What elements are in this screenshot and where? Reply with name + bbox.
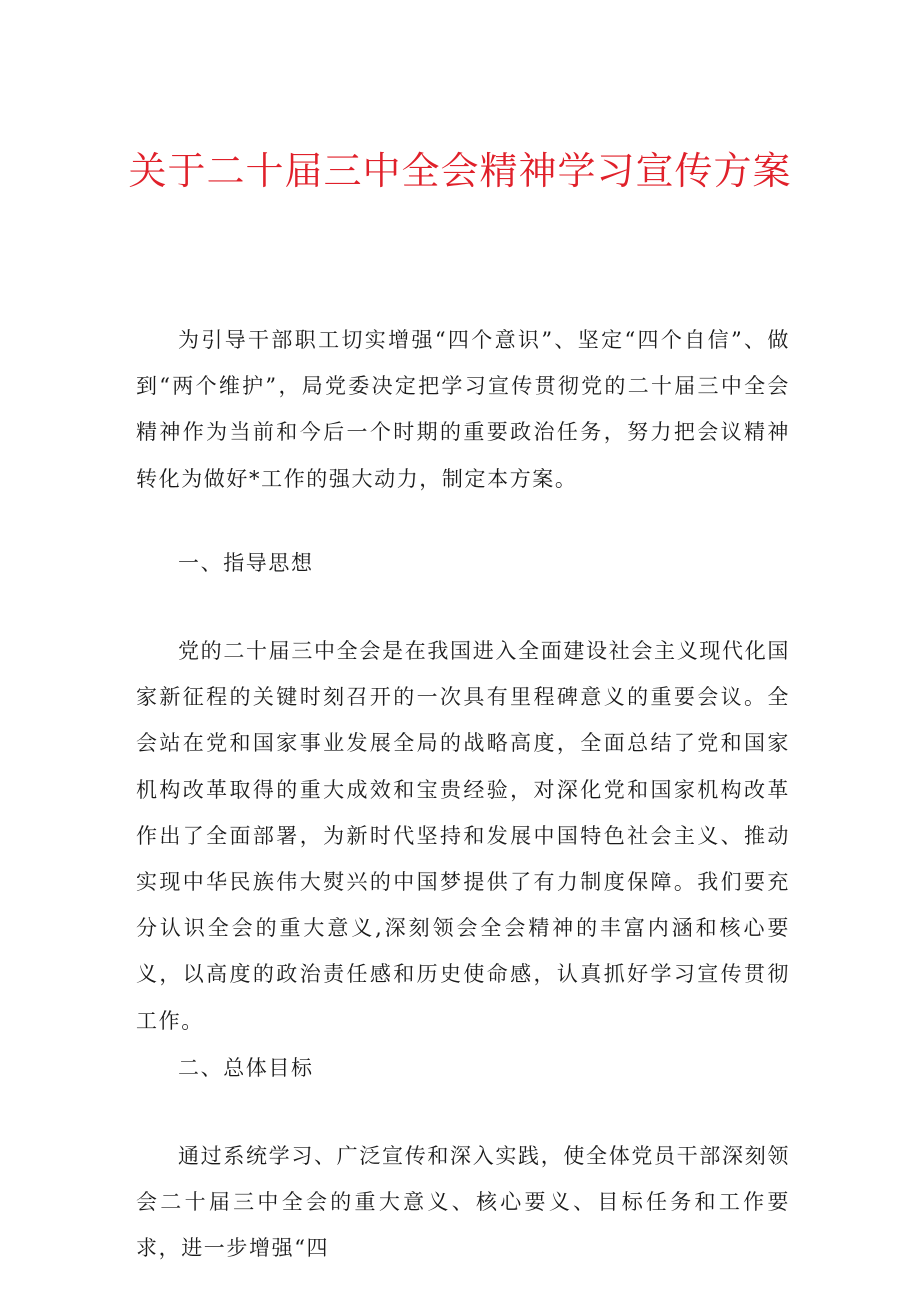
section-heading-guiding-ideology: 一、指导思想 [178, 551, 314, 575]
intro-paragraph: 为引导干部职工切实增强“四个意识”、坚定“四个自信”、做到“两个维护”，局党委决定把学习宣传贯彻党的二十届三中全会精神作为当前和今后一个时期的重要政治任务，努力把会议精神转化为做好*工作的强大动力，制定本方案。 [136, 328, 790, 491]
section-heading-overall-goal: 二、总体目标 [178, 1056, 314, 1080]
document-title: 关于二十届三中全会精神学习宣传方案 [128, 149, 792, 193]
section-body-overall-goal: 通过系统学习、广泛宣传和深入实践，使全体党员干部深刻领会二十届三中全会的重大意义、核心要义、目标任务和工作要求，进一步增强“四 [136, 1144, 790, 1261]
section-body-guiding-ideology: 党的二十届三中全会是在我国进入全面建设社会主义现代化国家新征程的关键时刻召开的一次具有里程碑意义的重要会议。全会站在党和国家事业发展全局的战略高度，全面总结了党和国家机构改革取得的重大成效和宝贵经验，对深化党和国家机构改革作出了全面部署，为新时代坚持和发展中国特色社会主义、推动实现中华民族伟大熨兴的中国梦提供了有力制度保障。我们要充分认识全会的重大意义,深刻领会全会精神的丰富内涵和核心要义，以高度的政治责任感和历史使命感，认真抓好学习宣传贯彻工作。 [136, 639, 790, 1033]
